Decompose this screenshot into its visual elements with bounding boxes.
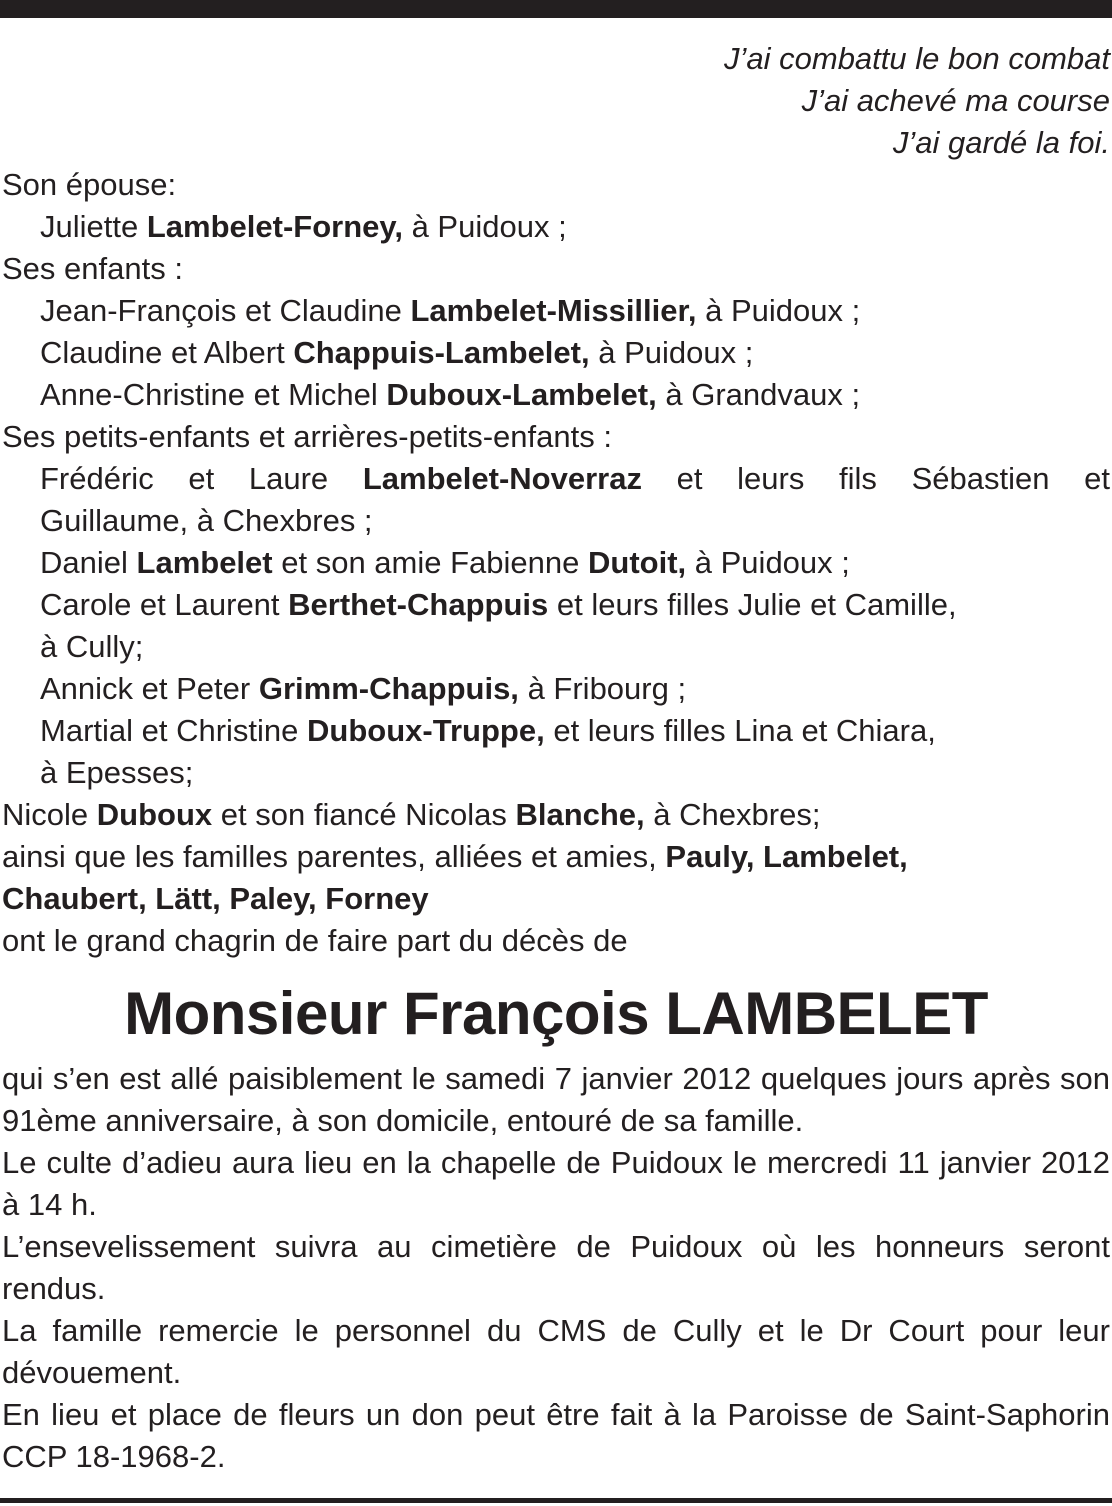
spouse-last: Lambelet-Forney, [146, 209, 403, 244]
obituary-notice [2, 38, 1110, 1478]
child-place: à Puidoux ; [598, 335, 754, 370]
grandchild-entry [2, 584, 1110, 626]
nicole-first: Nicole [2, 797, 89, 832]
grandchild-entry-cont: Guillaume, à Chexbres ; [40, 503, 373, 538]
grandchild-last: Duboux-Truppe, [307, 713, 545, 748]
grandchild-last: Lambelet [136, 545, 273, 580]
families-names: Pauly, Lambelet, [665, 839, 908, 874]
grandchild-last: Lambelet-Noverraz [362, 461, 642, 496]
grandchild-first: Frédéric et Laure [40, 461, 329, 496]
body-paragraph: qui s’en est allé paisiblement le samedi 7 janvier 2012 quelques jours après son 91ème anniversaire, à son domicile, entouré de sa famille. [2, 1061, 1110, 1138]
epigraph-line-3: J’ai gardé la foi. [892, 125, 1110, 160]
child-last: Duboux-Lambelet, [386, 377, 657, 412]
grandchild-rest: et leurs fils Sébastien et [676, 461, 1110, 496]
grandchild-first: Carole et Laurent [40, 587, 280, 622]
announcement: ont le grand chagrin de faire part du décès de [2, 923, 628, 958]
children-heading: Ses enfants : [2, 251, 183, 286]
grandchild-mid: et son amie Fabienne [281, 545, 580, 580]
grandchild-last: Grimm-Chappuis, [258, 671, 519, 706]
child-first: Jean-François et Claudine [40, 293, 402, 328]
body-paragraph: En lieu et place de fleurs un don peut être fait à la Paroisse de Saint-Saphorin CCP 18-1968-2. [2, 1397, 1110, 1474]
epigraph [2, 38, 1110, 164]
families-line-cont [2, 878, 1110, 920]
bottom-rule [0, 1498, 1112, 1503]
grandchild-first: Martial et Christine [40, 713, 299, 748]
grandchild-entry [2, 458, 1110, 500]
grandchild-first: Daniel [40, 545, 128, 580]
spouse-first: Juliette [40, 209, 139, 244]
child-place: à Grandvaux ; [665, 377, 861, 412]
child-place: à Puidoux ; [705, 293, 861, 328]
grandchild-rest: et leurs filles Julie et Camille, [556, 587, 957, 622]
grandchild-entry-cont: à Cully; [40, 629, 144, 664]
families-line [2, 836, 1110, 878]
child-first: Anne-Christine et Michel [40, 377, 378, 412]
grandchild-place: à Fribourg ; [527, 671, 687, 706]
nicole-place: à Chexbres; [653, 797, 821, 832]
child-last: Chappuis-Lambelet, [293, 335, 590, 370]
nicole-entry [2, 794, 1110, 836]
families-text: ainsi que les familles parentes, alliées et amies, [2, 839, 657, 874]
child-last: Lambelet-Missillier, [410, 293, 697, 328]
grandchild-entry [2, 668, 1110, 710]
nicole-last: Duboux [96, 797, 213, 832]
epigraph-line-1: J’ai combattu le bon combat [724, 41, 1110, 76]
grandchild-place: à Puidoux ; [694, 545, 850, 580]
child-entry [2, 290, 1110, 332]
grandchild-last: Berthet-Chappuis [288, 587, 549, 622]
nicole-fiance-last: Blanche, [515, 797, 645, 832]
child-first: Claudine et Albert [40, 335, 285, 370]
grandchild-entry-cont: à Epesses; [40, 755, 194, 790]
epigraph-line-2: J’ai achevé ma course [801, 83, 1110, 118]
families-names: Chaubert, Lätt, Paley, Forney [2, 881, 429, 916]
spouse-heading: Son épouse: [2, 167, 177, 202]
child-entry [2, 374, 1110, 416]
deceased-name: Monsieur François LAMBELET [124, 980, 988, 1047]
grandchild-partner-last: Dutoit, [588, 545, 687, 580]
body-paragraph: La famille remercie le personnel du CMS de Cully et le Dr Court pour leur dévouement. [2, 1313, 1110, 1390]
grandchild-first: Annick et Peter [40, 671, 251, 706]
body-paragraph: Le culte d’adieu aura lieu en la chapelle de Puidoux le mercredi 11 janvier 2012 à 14 h. [2, 1145, 1110, 1222]
grandchildren-heading: Ses petits-enfants et arrières-petits-enfants : [2, 419, 612, 454]
grandchild-rest: et leurs filles Lina et Chiara, [553, 713, 936, 748]
child-entry [2, 332, 1110, 374]
nicole-mid: et son fiancé Nicolas [220, 797, 507, 832]
spouse-place: à Puidoux ; [411, 209, 567, 244]
body-paragraph: L’ensevelissement suivra au cimetière de Puidoux où les honneurs seront rendus. [2, 1229, 1110, 1306]
top-rule [0, 0, 1112, 18]
spouse-entry [2, 206, 1110, 248]
grandchild-entry [2, 710, 1110, 752]
grandchild-entry [2, 542, 1110, 584]
